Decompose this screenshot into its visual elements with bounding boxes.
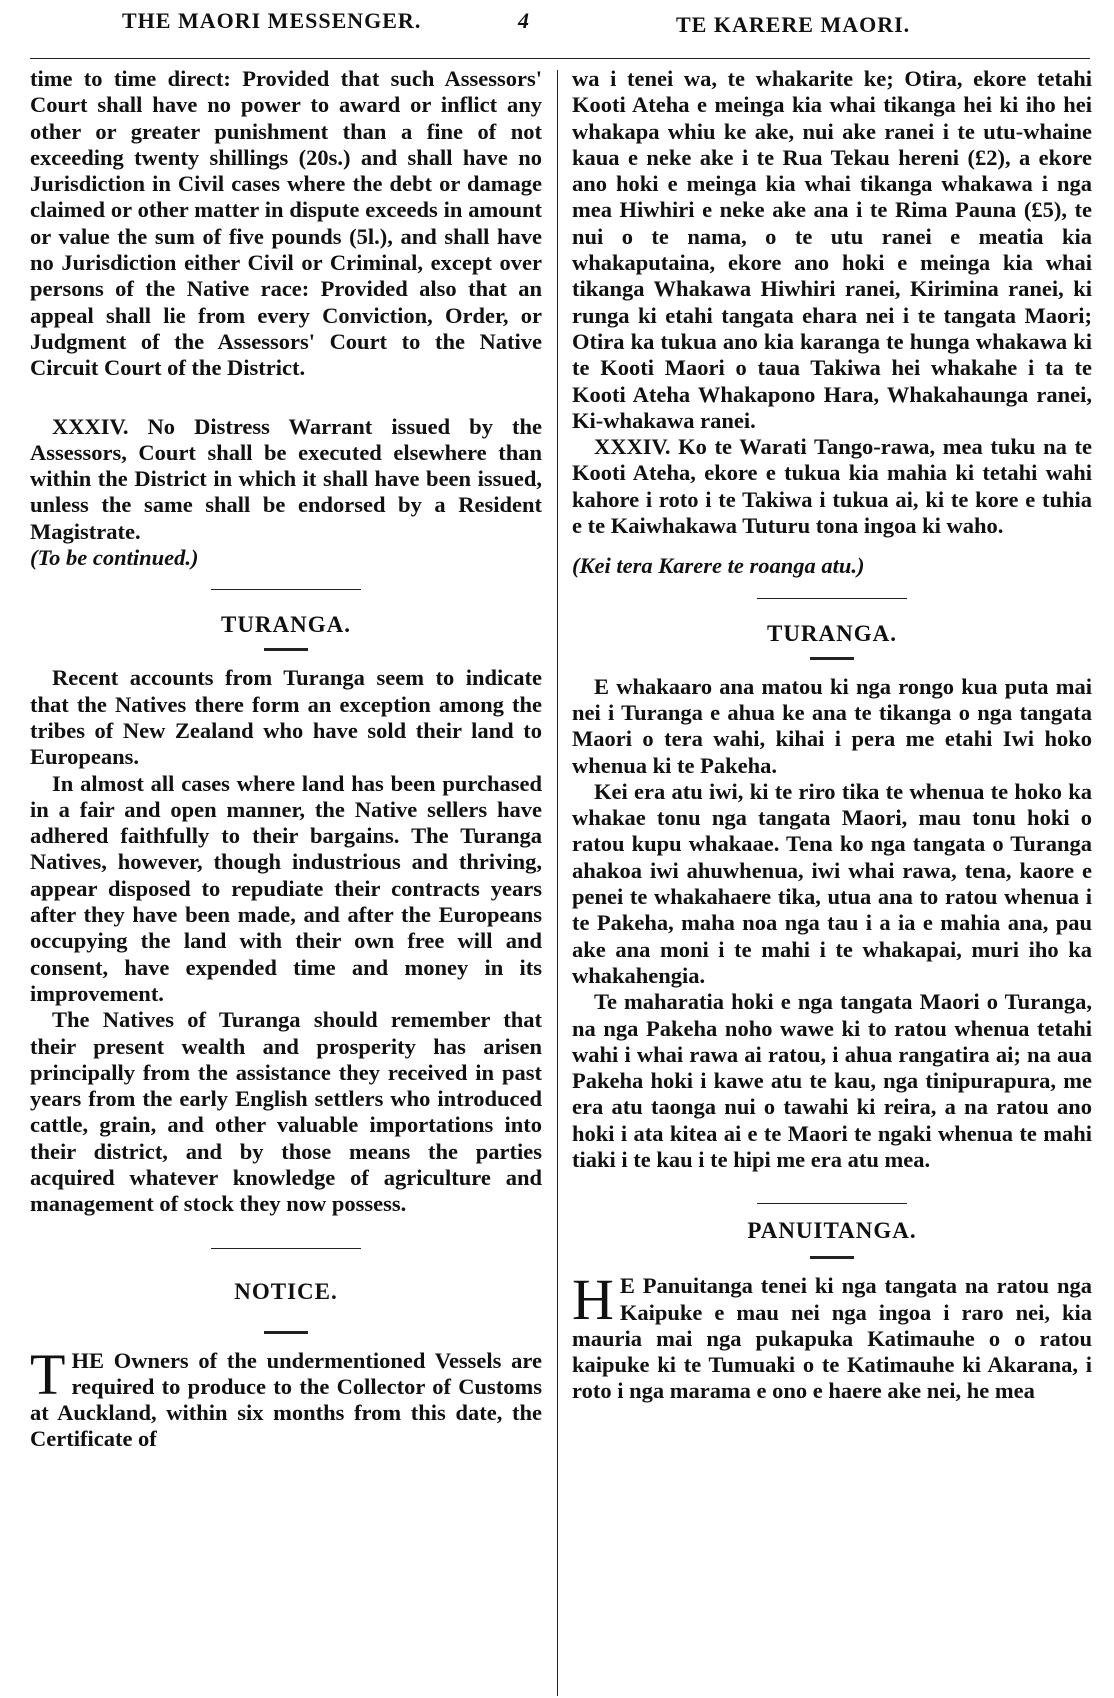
english-column [30,66,542,1696]
column-divider [557,70,558,1696]
page-header [0,0,1114,46]
short-rule [264,648,308,651]
maori-column [572,66,1092,1696]
turanga-paragraph-3: Te maharatia hoki e nga tangata Maori o Turanga, na nga Pakeha noho wawe ki to ratou whenua tetahi wahi i whai rawa ai ratou, i ahua rangatira ai; na aua Pakeha hoki i kawe atu te kau, nga tinipurapura, me era atu taonga nui o tawahi ki reira, a na ratou ano hoki i ata kitea ai e te Maori te ngaki whenua te mahi tiaki i te kau i te hipi me era atu mea. [572,989,1092,1172]
turanga-heading: TURANGA. [766,620,898,646]
turanga-paragraph-1: Recent accounts from Turanga seem to indicate that the Natives there form an exception among the tribes of New Zealand who have sold their land to Europeans. [30,665,542,770]
short-rule [810,657,854,660]
turanga-paragraph-2: In almost all cases where land has been purchased in a fair and open manner, the Native sellers have adhered faithfully to their bargains. The Turanga Natives, however, though industrious and thriving, appear disposed to repudiate their contracts years after they have been made, and after the Europeans occupying the land with their own free will and consent, have expended time and money in its improvement. [30,770,542,1006]
header-rule [30,58,1090,59]
drop-cap: H [572,1267,614,1333]
short-rule [810,1256,854,1259]
kooti-ateha-paragraph: wa i tenei wa, te whakarite ke; Otira, ekore tetahi Kooti Ateha e meinga kia whai tikanga hei ki iho hei whakapa whiu ke ake, nui ake ranei i te utu-whaine kaua e neke ake i te Rua Tekau hereni (£2), a ekore ano hoki e meinga kia whai tikanga whakawa i nga mea Hiwhiri e neke ake ana i te Rima Pauna (£5), te nui o te nama, o te utu ranei e meatia kia whakaputaina, ekore ano hoki e meinga kia whai tikanga Whakawa Hiwhiri ranei, Kirimina ranei, ki runga ki etahi tangata ehara nei i te tangata Maori; Otira ka tukua ano kia karanga te hunga whakawa ki te Kooti Maori o taua Takiwa hei whakahe i ta te Kooti Ateha Whakapono Hara, Whakahaunga ranei, Ki-whakawa ranei. [572,66,1092,433]
assessors-paragraph: time to time direct: Provided that such Assessors' Court shall have no power to award or inflict any other or greater punishment than a fine of not exceeding twenty shillings (20s.) and shall have no Jurisdiction in Civil cases where the debt or damage claimed or other matter in dispute exceeds in amount or value the sum of five pounds (5l.), and shall have no Jurisdiction either Civil or Criminal, except over persons of the Native race: Provided also that an appeal shall lie from every Conviction, Order, or Judgment of the Assessors' Court to the Native Circuit Court of the District. [30,66,542,381]
page-number: 4 [518,8,529,33]
turanga-paragraph-2: Kei era atu iwi, ki te riro tika te whenua te hoko ka whakae tonu nga tangata Maori, mau tonu hoki o ratou kupu whakaae. Tena ko nga tangata o Turanga ahakoa iwi ahuwhenua, iwi whai rawa, tena, kaore e penei te whakahaere tika, utua ana to ratou whenua i te Pakeha, maha noa nga tau i a ia e mahia ana, pau ake ana moni i te mahi i te whakapai, muri iho ka whakahengia. [572,778,1092,988]
masthead-english: THE MAORI MESSENGER. [122,8,422,33]
section-xxxiv-paragraph: XXXIV. Ko te Warati Tango-rawa, mea tuku na te Kooti Ateha, ekore e tukua kia mahia ki tetahi wahi kahore i roto i te Takiwa i tukua ai, ki te kore e tuhia e te Kaiwhakawa Tuturu tona ingoa ki waho. [572,434,1092,539]
notice-heading: NOTICE. [234,1278,338,1304]
turanga-paragraph-1: E whakaaro ana matou ki nga rongo kua puta mai nei i Turanga e ahua ke ana te tikanga o nga tangata Maori o tera wahi, kihai i pera me etahi Iwi hoko whenua ki te Pakeha. [572,673,1092,778]
to-be-continued: (To be continued.) [30,545,199,571]
separator-rule [757,598,907,599]
panuitanga-text: E Panuitanga tenei ki nga tangata na ratou nga Kaipuke e mau nei nga ingoa i raro nei, kia mauria mai nga pukapuka Katimauhe o o ratou kaipuke ki te Tumuaki o te Katimauhe ki Akarana, i roto i nga marama e ono e haere ake nei, he mea [572,1273,1092,1404]
turanga-heading: TURANGA. [220,612,352,638]
short-rule [264,1331,308,1334]
section-xxxiv-paragraph: XXXIV. No Distress Warrant issued by the Assessors, Court shall be executed elsewhere than within the District in which it shall have been issued, unless the same shall be endorsed by a Resident Magistrate. [30,413,542,544]
panuitanga-heading: PANUITANGA. [747,1218,917,1244]
masthead-maori: TE KARERE MAORI. [676,12,911,37]
separator-rule [211,1248,361,1249]
separator-rule [757,1203,907,1204]
notice-text: HE Owners of the undermentioned Vessels are required to produce to the Collector of Customs at Auckland, within six months from this date, the Certificate of [30,1347,542,1452]
notice-paragraph [30,1341,542,1453]
separator-rule [211,589,361,590]
panuitanga-paragraph [572,1267,1092,1404]
drop-cap: T [30,1341,66,1407]
turanga-paragraph-3: The Natives of Turanga should remember that their present wealth and prosperity has arisen principally from the assistance they received in past years from the early English settlers who introduced cattle, grain, and other valuable importations into their district, and by those means the parties acquired whatever knowledge of agriculture and management of stock they now possess. [30,1007,542,1217]
kei-tera-karere: (Kei tera Karere te roanga atu.) [572,553,865,579]
